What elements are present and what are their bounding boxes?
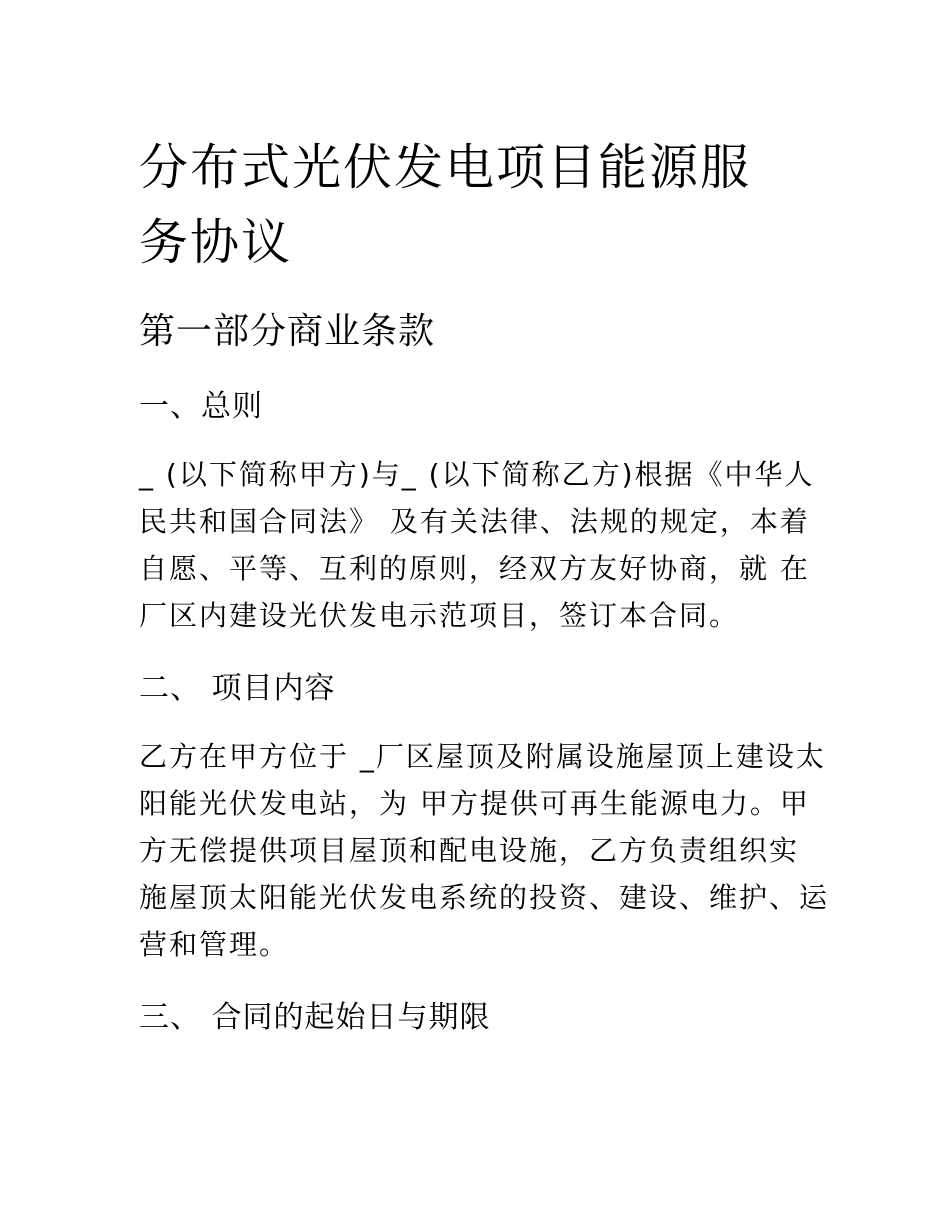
document-title: 分布式光伏发电项目能源服务协议 — [139, 139, 752, 271]
section-heading-project-content: 二、 项目内容 — [139, 671, 336, 706]
section-heading-general: 一、总则 — [139, 389, 263, 424]
section-body-project-content: 乙方在甲方位于 _厂区屋顶及附属设施屋顶上建设太阳能光伏发电站，为 甲方提供可再生能源电力。甲方无偿提供项目屋顶和配电设施，乙方负责组织实 施屋顶太阳能光伏发电系统的投资、建设、维护、运营和管理。 — [139, 740, 830, 961]
document-content — [139, 130, 829, 1039]
section-body-general: _ (以下简称甲方)与_ (以下简称乙方)根据《中华人民共和国合同法》 及有关法律、法规的规定，本着自愿、平等、互利的原则，经双方友好协商，就 在 厂区内建设光伏发电示范项目，签订本合同。 — [139, 458, 821, 632]
section-heading-contract-term: 三、 合同的起始日与期限 — [139, 1000, 491, 1035]
part-heading: 第一部分商业条款 — [139, 311, 436, 352]
